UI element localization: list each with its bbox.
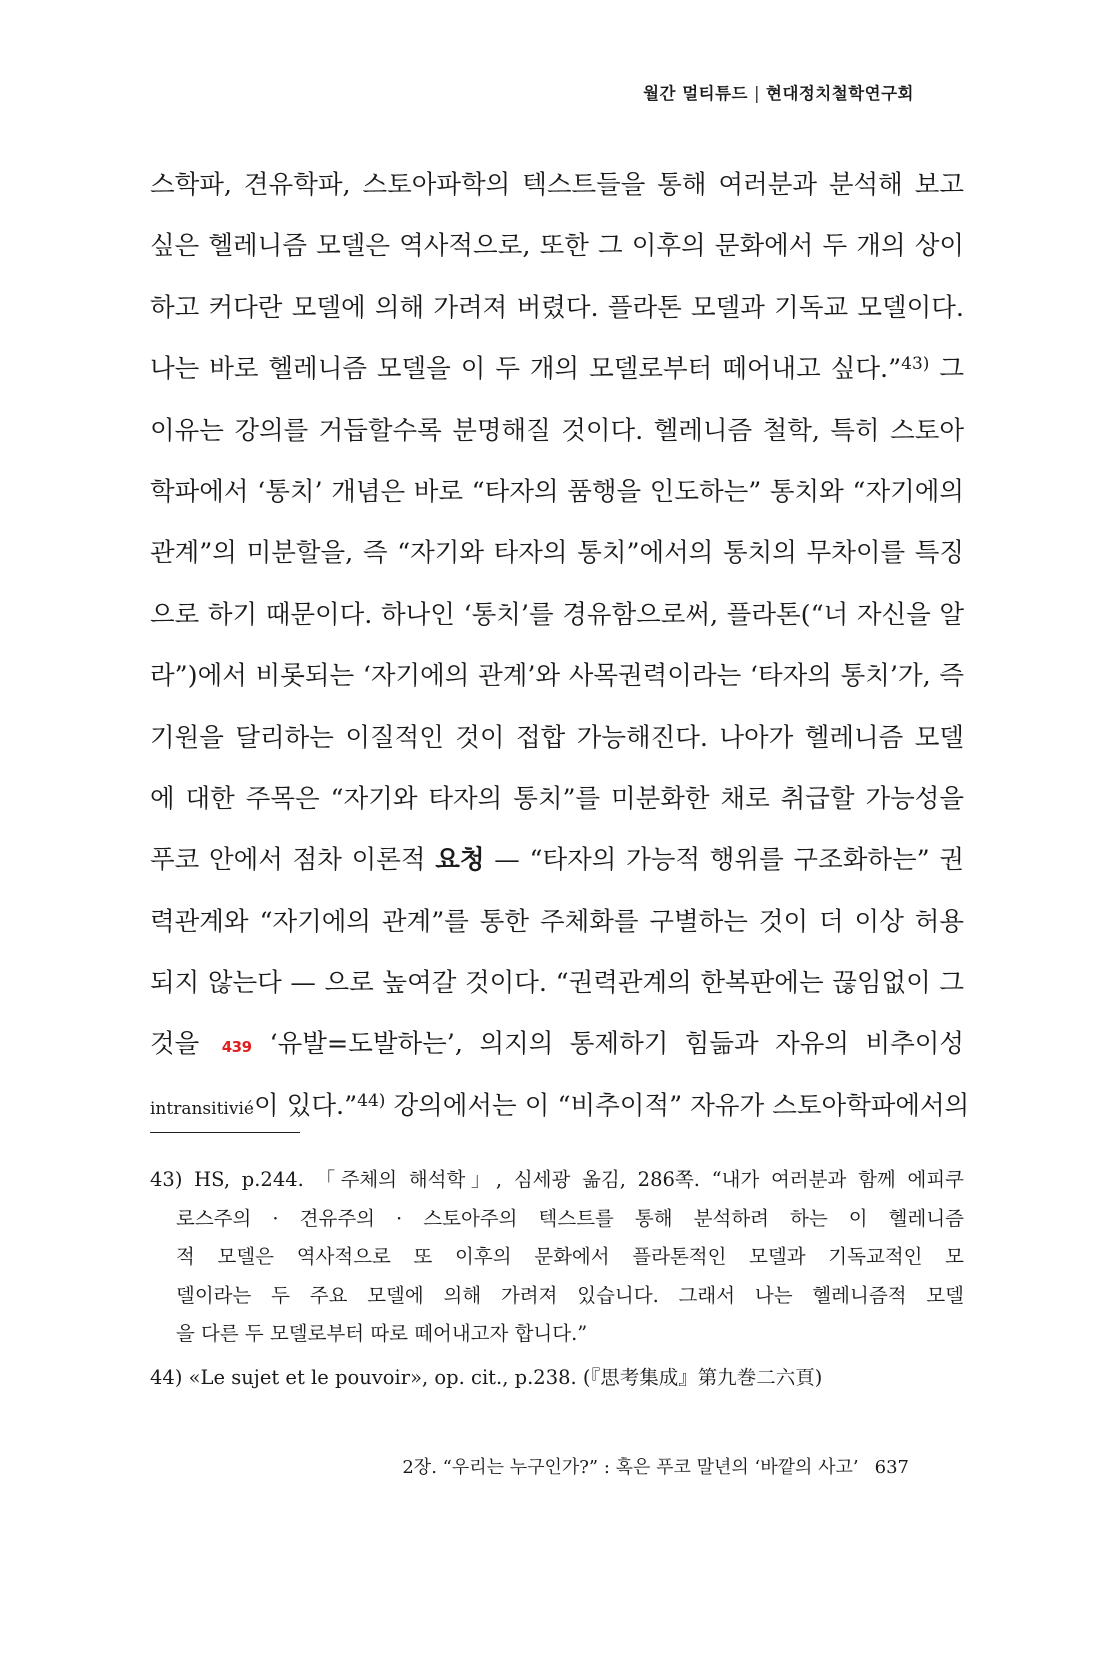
running-header bbox=[643, 80, 914, 104]
footnote-line: 델이라는 두 주요 모델에 의해 가려져 있습니다. 그래서 나는 헬레니즘적 모델 bbox=[176, 1283, 964, 1307]
group-name: 현대정치철학연구회 bbox=[766, 84, 914, 103]
body-line: 되지 않는다 — 으로 높여갈 것이다. “권력관계의 한복판에는 끊임없이 그 bbox=[150, 968, 964, 999]
page-number: 637 bbox=[874, 1457, 909, 1478]
body-text bbox=[150, 155, 970, 1137]
chapter-title: 2장. “우리는 누구인가?” : 혹은 푸코 말년의 ‘바깥의 사고’ bbox=[402, 1457, 859, 1478]
body-line-text: 푸코 안에서 점차 이론적 bbox=[150, 845, 436, 876]
body-line bbox=[150, 1014, 964, 1075]
body-line-text: ‘유발=도발하는’, 의지의 통제하기 힘듦과 자유의 비추이성 bbox=[269, 1029, 964, 1060]
body-line: 기원을 달리하는 이질적인 것이 접합 가능해진다. 나아가 헬레니즘 모델 bbox=[150, 722, 964, 753]
body-line bbox=[150, 1076, 970, 1137]
original-page-marker: 439 bbox=[221, 1038, 252, 1057]
body-line: 학파에서 ‘통치’ 개념은 바로 “타자의 품행을 인도하는” 통치와 “자기에의 bbox=[150, 476, 964, 507]
body-line: 하고 커다란 모델에 의해 가려져 버렸다. 플라톤 모델과 기독교 모델이다. bbox=[150, 292, 964, 323]
running-footer bbox=[402, 1453, 909, 1479]
footnote-line: 43) HS, p.244. 「주체의 해석학」, 심세광 옮김, 286쪽. “내가 여러분과 함께 에피쿠 bbox=[150, 1168, 964, 1191]
footnote-43 bbox=[150, 1161, 964, 1354]
body-line bbox=[150, 830, 964, 891]
body-line: 관계”의 미분할을, 즉 “자기와 타자의 통치”에서의 통치의 무차이를 특징 bbox=[150, 538, 964, 569]
footnote-44: 44) «Le sujet et le pouvoir», op. cit., p.238. (『思考集成』第九巻二六頁) bbox=[150, 1366, 823, 1389]
body-line-text: 것을 bbox=[150, 1029, 216, 1060]
body-line-text: 이 있다.” bbox=[253, 1090, 358, 1121]
body-line: 으로 하기 때문이다. 하나인 ‘통치’를 경유함으로써, 플라톤(“너 자신을 알 bbox=[150, 599, 964, 630]
body-line-text: 강의에서는 이 “비추이적” 자유가 스토아학파에서의 bbox=[385, 1090, 970, 1121]
footnote-ref-44[interactable]: 44) bbox=[357, 1090, 386, 1111]
footnote-divider bbox=[150, 1132, 300, 1133]
body-line-text: 나는 바로 헬레니즘 모델을 이 두 개의 모델로부터 떼어내고 싶다.” bbox=[150, 354, 902, 385]
body-line: 력관계와 “자기에의 관계”를 통한 주체화를 구별하는 것이 더 이상 허용 bbox=[150, 906, 964, 937]
body-line-text: 그 bbox=[929, 354, 964, 385]
footnote-line: 적 모델은 역사적으로 또 이후의 문화에서 플라톤적인 모델과 기독교적인 모 bbox=[176, 1245, 964, 1268]
body-line bbox=[150, 339, 964, 400]
journal-title: 월간 멀티튜드 bbox=[643, 84, 748, 103]
body-line: 에 대한 주목은 “자기와 타자의 통치”를 미분화한 채로 취급할 가능성을 bbox=[150, 783, 964, 814]
body-line: 라”)에서 비롯되는 ‘자기에의 관계’와 사목권력이라는 ‘타자의 통치’가, 즉 bbox=[150, 661, 964, 692]
footnote-ref-43[interactable]: 43) bbox=[901, 354, 930, 375]
footnote-line: 을 다른 두 모델로부터 따로 떼어내고자 합니다.” bbox=[176, 1322, 588, 1345]
header-separator: | bbox=[753, 84, 761, 103]
foreign-term: intransitivié bbox=[150, 1098, 254, 1119]
body-line: 싶은 헬레니즘 모델은 역사적으로, 또한 그 이후의 문화에서 두 개의 상이 bbox=[150, 231, 964, 262]
body-line: 스학파, 견유학파, 스토아파학의 텍스트들을 통해 여러분과 분석해 보고 bbox=[150, 170, 964, 200]
footnote-line: 로스주의 · 견유주의 · 스토아주의 텍스트를 통해 분석하려 하는 이 헬레니즘 bbox=[176, 1206, 964, 1230]
body-line-text: — “타자의 가능적 행위를 구조화하는” 권 bbox=[484, 845, 964, 876]
emphasis-text: 요청 bbox=[435, 845, 485, 876]
body-line: 이유는 강의를 거듭할수록 분명해질 것이다. 헬레니즘 철학, 특히 스토아 bbox=[150, 415, 964, 446]
